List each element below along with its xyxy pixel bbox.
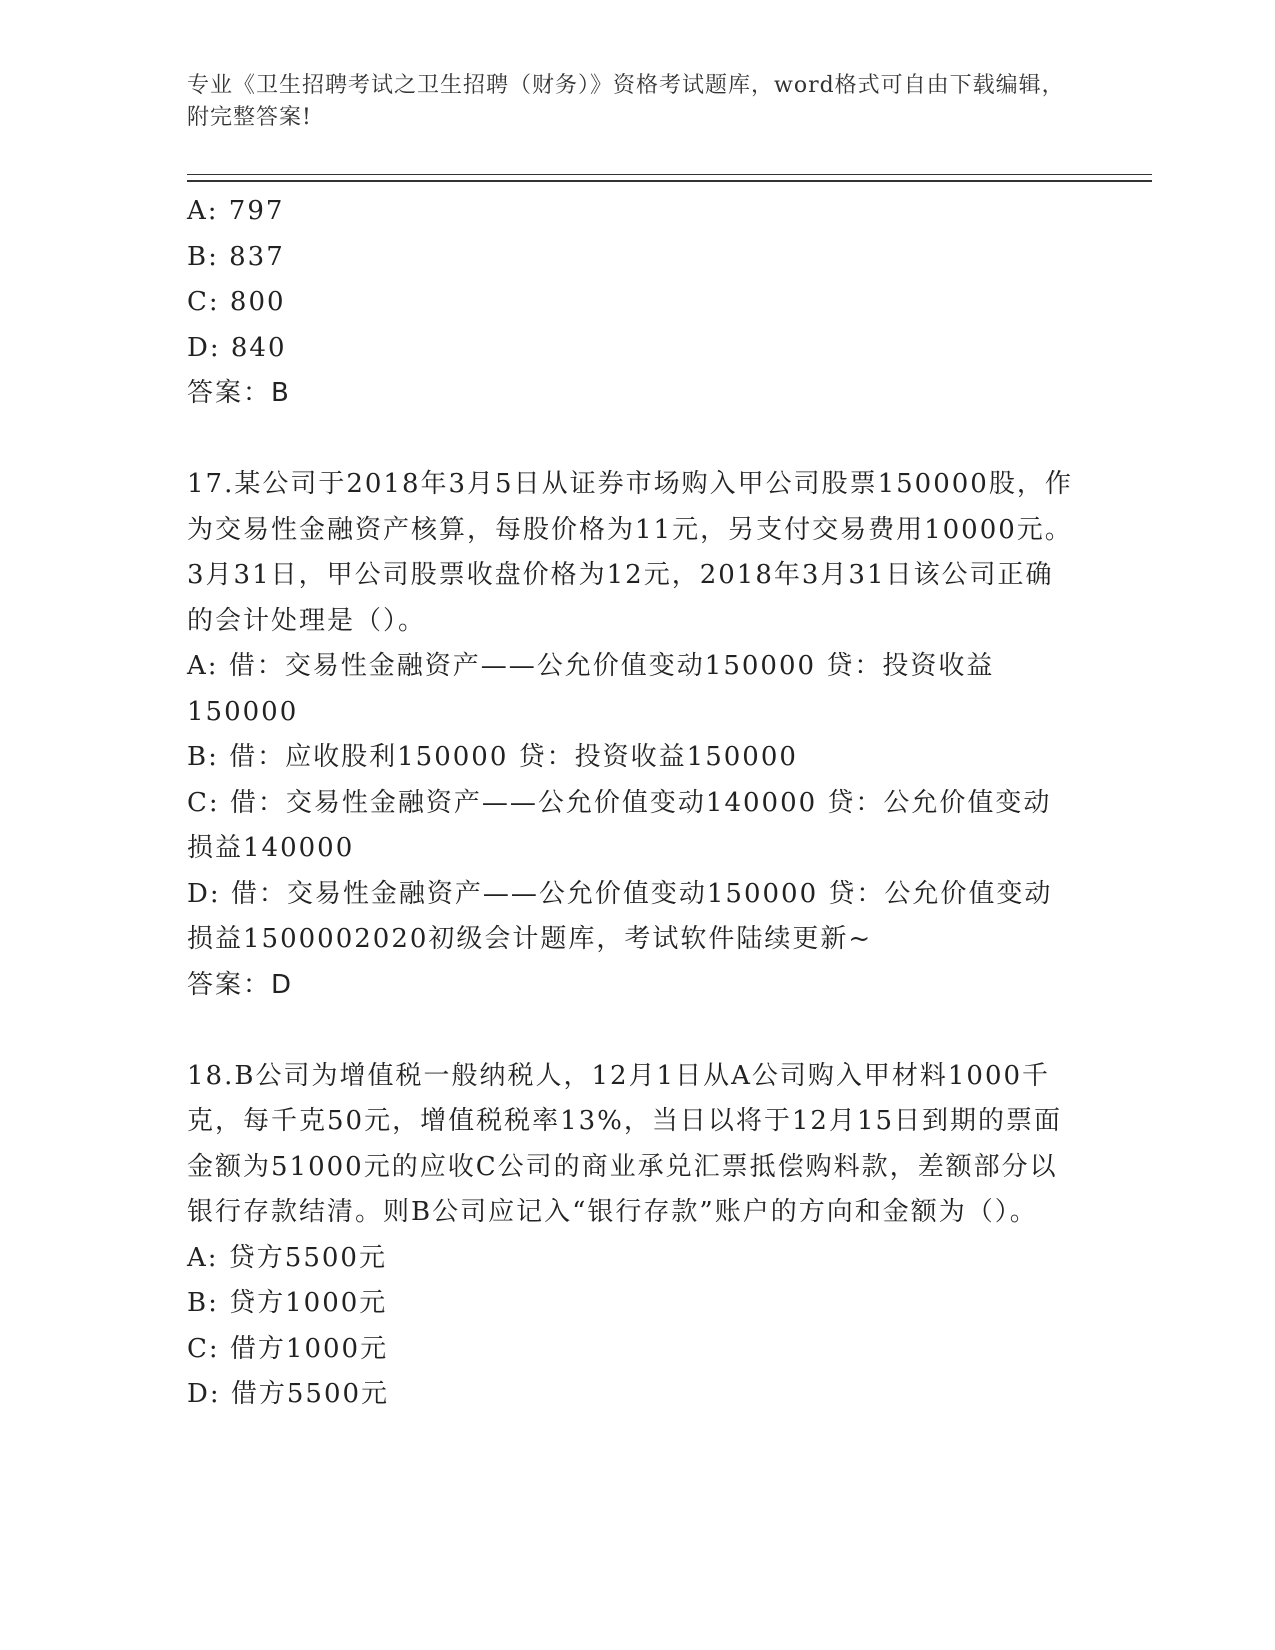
question-18-text: 18.B公司为增值税一般纳税人，12月1日从A公司购入甲材料1000千克，每千克50元，增值税税率13%，当日以将于12月15日到期的票面金额为51000元的应收C公司的商业承兑汇票抵偿购料款，差额部分以银行存款结清。则B公司应记入“银行存款”账户的方向和金额为（）。	[187, 1060, 1063, 1227]
option-d: D: 840	[187, 332, 287, 363]
q17-option-a: A: 借：交易性金融资产——公允价值变动150000 贷：投资收益150000	[187, 651, 995, 727]
option-a: A: 797	[187, 196, 285, 226]
spacer	[187, 417, 1077, 463]
header-rule-thick	[187, 180, 1152, 182]
q17-option-d: D: 借：交易性金融资产——公允价值变动150000 贷：公允价值变动损益1500002020初级会计题库，考试软件陆续更新~	[187, 878, 1053, 954]
q17-option-b: B: 借：应收股利150000 贷：投资收益150000	[187, 742, 798, 772]
q17-option-c: C: 借：交易性金融资产——公允价值变动140000 贷：公允价值变动损益140000	[187, 787, 1052, 863]
option-b: B: 837	[187, 241, 285, 272]
header-rule-thin	[187, 174, 1152, 175]
q18-option-c: C: 借方1000元	[187, 1333, 389, 1364]
q18-option-a: A: 贷方5500元	[187, 1242, 387, 1273]
document-header	[187, 70, 1067, 134]
spacer	[187, 1008, 1077, 1054]
question-17-text: 17.某公司于2018年3月5日从证券市场购入甲公司股票150000股，作为交易性金融资产核算，每股价格为11元，另支付交易费用10000元。3月31日，甲公司股票收盘价格为12元，2018年3月31日该公司正确的会计处理是（）。	[187, 469, 1073, 636]
header-title: 专业《卫生招聘考试之卫生招聘（财务）》资格考试题库，word格式可自由下载编辑，附完整答案!	[187, 73, 1065, 130]
question-content	[187, 189, 1077, 1418]
q18-option-b: B: 贷方1000元	[187, 1288, 388, 1318]
option-c: C: 800	[187, 287, 286, 317]
answer-line: 答案：B	[187, 378, 291, 408]
q18-option-d: D: 借方5500元	[187, 1379, 390, 1409]
q17-answer: 答案：D	[187, 969, 294, 1000]
